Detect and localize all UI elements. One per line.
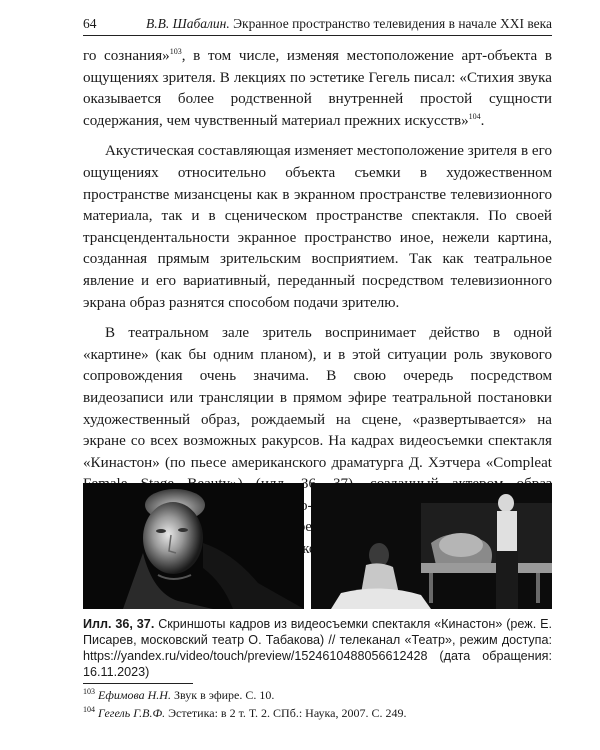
figure-37-image bbox=[311, 483, 552, 609]
footnote-number: 104 bbox=[83, 705, 95, 714]
footnote-text: Эстетика: в 2 т. Т. 2. СПб.: Наука, 2007. С. 249. bbox=[165, 706, 407, 720]
p1-text-a: го сознания» bbox=[83, 48, 170, 64]
running-book-title: Экранное пространство телевидения в начале XXI века bbox=[233, 16, 552, 31]
page-number: 64 bbox=[83, 16, 97, 31]
figure-36-image bbox=[83, 483, 304, 609]
paragraph-3: В театральном зале зритель воспринимает действо в одной «картине» (как бы одним планом), и в этой ситуации роль звукового сопровождения очень значима. В свою очередь посредством видеозаписи или трансляции в прямом эфире театральной постановки художественный образ, рождаемый на сцене, «развертывается» на экране со всех возможных ракурсов. На кадрах видеосъемки спектакля «Кинастон» (по пьесе американского драматурга Д. Хэтчера «Compleat bbox=[83, 325, 552, 471]
footnote-ref-104[interactable]: 104 bbox=[468, 111, 481, 121]
running-title bbox=[146, 13, 552, 35]
footnote-divider bbox=[83, 683, 193, 684]
paragraph-1 bbox=[83, 46, 552, 132]
p1-text-c: . bbox=[480, 112, 485, 129]
footnote-103 bbox=[83, 686, 552, 704]
footnote-text: Звук в эфире. С. 10. bbox=[170, 688, 275, 702]
figure-caption bbox=[83, 616, 552, 680]
footnote-number: 103 bbox=[83, 687, 95, 696]
paragraph-2: Акустическая составляющая изменяет местоположение зрителя в его ощущениях относительно объекта съемки в художественном пространстве мизансцены как в экранном пространстве телевизионного материала, так и в сценическом пространстве спектакля. По своей трансцендентальности экранное пространство иное, нежели картина, созданная прямым зрительским восприятием. Так как театральное явление и его вариативный, переданный посредством телевизионного экрана образ разнятся способом подачи зрителю. bbox=[83, 143, 552, 311]
caption-label: Илл. 36, 37. bbox=[83, 617, 155, 631]
p1-text-b: , в том числе, изменяя местоположение арт-объекта в ощущениях зрителя. В лекциях по эстетике Гегель писал: «Стихия звука оказывается более родственной внутренней простой сущности содержания, чем чувственный материал прежних искусств» bbox=[83, 48, 552, 129]
stage-scene-illustration bbox=[311, 483, 552, 609]
running-author: В.В. Шабалин. bbox=[146, 16, 230, 31]
footnote-author: Гегель Г.В.Ф. bbox=[98, 706, 166, 720]
footnote-ref-103[interactable]: 103 bbox=[169, 46, 182, 56]
caption-text: Скриншоты кадров из видеосъемки спектакля «Кинастон» (реж. Е. Писарев, московский театр О. Табакова) // телеканал «Театр», режим доступа: https://yandex.ru/video/touch/preview/152461048805661242​8 (дата обращения: 16.11.2023) bbox=[83, 617, 552, 679]
footnotes bbox=[83, 683, 552, 722]
footnote-104 bbox=[83, 704, 552, 722]
footnote-author: Ефимова Н.Н. bbox=[98, 688, 171, 702]
running-header bbox=[83, 13, 552, 36]
figure-group bbox=[83, 483, 552, 609]
actor-portrait-illustration bbox=[83, 483, 304, 609]
